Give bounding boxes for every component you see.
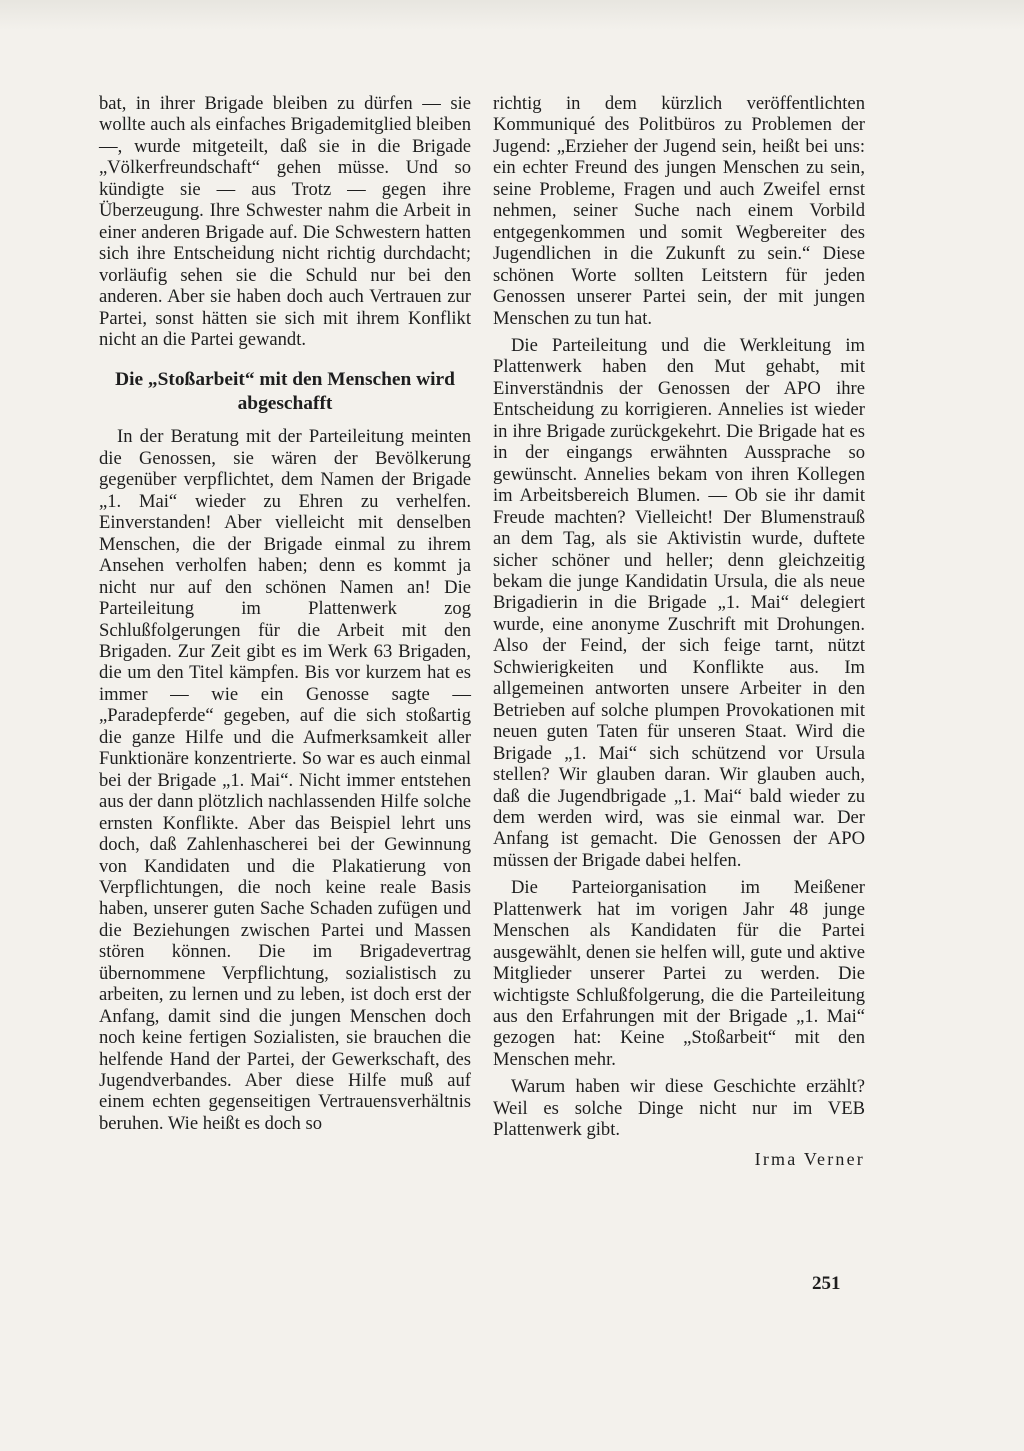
right-paragraph-3: Die Parteiorganisation im Meißener Plattenwerk hat im vorigen Jahr 48 junge Menschen als Kandidaten für die Partei ausgewählt, denen sie helfen will, gute und aktive Mitglieder unserer Partei zu werden. Die wichtigste Schlußfolgerung, die die Parteileitung aus den Erfahrungen mit der Brigade „1. Mai“ gezogen hat: Keine „Stoßarbeit“ mit den Menschen mehr. <box>493 877 865 1070</box>
right-paragraph-2: Die Parteileitung und die Werkleitung im Plattenwerk haben den Mut gehabt, mit Einverständnis der Genossen der APO ihre Entscheidung zu korrigieren. Annelies ist wieder in ihre Brigade zurückgekehrt. Die Brigade hat es in der eingangs erwähnten Aussprache so gewünscht. Annelies bekam von ihren Kollegen im Arbeitsbereich Blumen. — Ob sie ihr damit Freude machten? Vielleicht! Der Blumenstrauß an dem Tag, als sie Aktivistin wurde, duftete sicher schöner und heller; denn gleichzeitig bekam die junge Kandidatin Ursula, die als neue Brigadierin in die Brigade „1. Mai“ delegiert wurde, eine anonyme Zuschrift mit Drohungen. Also der Feind, der sich feige tarnt, nützt Schwierigkeiten und Konflikte aus. Im allgemeinen antworten unsere Arbeiter in den Betrieben auf solche plumpen Provokationen mit neuen guten Taten für unseren Staat. Wird die Brigade „1. Mai“ sich schützend vor Ursula stellen? Wir glauben daran. Wir glauben auch, daß die Jugendbrigade „1. Mai“ bald wieder zu dem werden wird, was sie einmal war. Der Anfang ist gemacht. Die Genossen der APO müssen der Brigade dabei helfen. <box>493 334 865 871</box>
author-signature: Irma Verner <box>754 1148 865 1169</box>
right-paragraph-1: richtig in dem kürzlich veröffentlichten Kommuniqué des Politbüros zu Problemen der Jugend: „Erzieher der Jugend sein, heißt bei uns: ein echter Freund des jungen Menschen zu sein, seine Probleme, Fragen und auch Zweifel ernst nehmen, seiner Suche nach einem Vorbild entgegenkommen und somit Wegbereiter des Jugendlichen in die Zukunft zu sein.“ Diese schönen Worte sollten Leitstern für jeden Genossen unserer Partei sein, der mit jungen Menschen zu tun hat. <box>493 93 865 329</box>
left-paragraph-1: bat, in ihrer Brigade bleiben zu dürfen — sie wollte auch als einfaches Brigademitglied bleiben —, wurde mitgeteilt, daß sie in die Brigade „Völkerfreundschaft“ gehen müsse. Und so kündigte sie — aus Trotz — gegen ihre Überzeugung. Ihre Schwester nahm die Arbeit in einer anderen Brigade auf. Die Schwestern hatten sich ihre Entscheidung nicht richtig durchdacht; vorläufig sehen sie die Schuld nur bei den anderen. Aber sie haben doch auch Vertrauen zur Partei, sonst hätten sie sich mit ihrem Konflikt nicht an die Partei gewandt. <box>99 93 471 350</box>
right-paragraph-4: Warum haben wir diese Geschichte erzählt? Weil es solche Dinge nicht nur im VEB Plattenwerk gibt. <box>493 1076 865 1141</box>
left-paragraph-2: In der Beratung mit der Parteileitung meinten die Genossen, sie wären der Bevölkerung gegenüber verpflichtet, dem Namen der Brigade „1. Mai“ wieder zu Ehren zu verhelfen. Einverstanden! Aber vielleicht mit denselben Menschen, die der Brigade einmal zu ihrem Ansehen verholfen haben; denn es kommt ja nicht nur auf den schönen Namen an! Die Parteileitung im Plattenwerk zog Schlußfolgerungen für die Arbeit mit den Brigaden. Zur Zeit gibt es im Werk 63 Brigaden, die um den Titel kämpfen. Bis vor kurzem hat es immer — wie ein Genosse sagte — „Paradepferde“ gegeben, auf die sich stoßartig die ganze Hilfe und die Aufmerksamkeit aller Funktionäre konzentrierte. So war es auch einmal bei der Brigade „1. Mai“. Nicht immer entstehen aus der dann plötzlich nachlassenden Hilfe solche ernsten Konflikte. Aber das Beispiel lehrt uns doch, daß Zahlenhascherei bei der Gewinnung von Kandidaten und die Plakatierung von Verpflichtungen, die noch keine reale Basis haben, unserer guten Sache Schaden zufügen und die Beziehungen zwischen Partei und Massen stören können. Die im Brigadevertrag übernommene Verpflichtung, sozialistisch zu arbeiten, zu lernen und zu leben, ist doch erst der Anfang, damit sind die jungen Menschen doch noch keine fertigen Sozialisten, sie brauchen die helfende Hand der Partei, der Gewerkschaft, des Jugendverbandes. Aber diese Hilfe muß auf einem echten gegenseitigen Vertrauensverhältnis beruhen. Wie heißt es doch so <box>99 426 471 1134</box>
left-column <box>99 93 471 1134</box>
section-heading: Die „Stoßarbeit“ mit den Menschen wird abgeschafft <box>115 369 455 415</box>
right-column <box>493 93 865 1170</box>
scan-edge-shadow <box>0 0 1024 30</box>
page-number: 251 <box>812 1273 841 1294</box>
